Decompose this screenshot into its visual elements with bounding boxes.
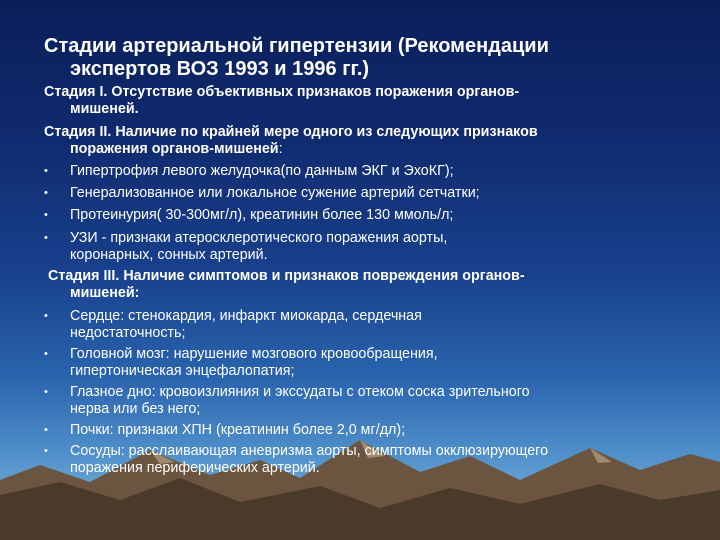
list-item-text: Протеинурия( 30-300мг/л), креатинин более 130 ммоль/л; <box>70 207 454 223</box>
bullet-icon: • <box>44 424 48 436</box>
list-item <box>44 346 684 380</box>
list-item-text-continued: гипертоническая энцефалопатия; <box>70 363 295 379</box>
stage-2-heading <box>44 124 694 158</box>
list-item-text: Глазное дно: кровоизлияния и экссудаты с отеком соска зрительного <box>70 384 530 400</box>
bullet-icon: • <box>44 386 48 398</box>
list-item <box>44 163 684 180</box>
list-item <box>44 207 684 224</box>
list-item <box>44 422 684 439</box>
list-item-text-continued: нерва или без него; <box>70 401 201 417</box>
stage-3-line-1: Стадия III. Наличие симптомов и признаков повреждения органов- <box>48 268 525 284</box>
list-item <box>44 384 684 418</box>
stage-1-line-2: мишеней. <box>70 101 139 117</box>
list-item-text-continued: поражения периферических артерий. <box>70 460 320 476</box>
bullet-icon: • <box>44 232 48 244</box>
list-item <box>44 308 684 342</box>
bullet-icon: • <box>44 445 48 457</box>
list-item-text-continued: недостаточность; <box>70 325 186 341</box>
title-line-1: Стадии артериальной гипертензии (Рекомендации <box>44 35 549 57</box>
stage-2-line-2: поражения органов-мишеней <box>70 141 279 157</box>
bullet-icon: • <box>44 165 48 177</box>
stage-3-heading <box>48 268 698 302</box>
stage-2-colon: : <box>278 141 283 157</box>
list-item-text-continued: коронарных, сонных артерий. <box>70 247 268 263</box>
list-item-text: Головной мозг: нарушение мозгового кровообращения, <box>70 346 438 362</box>
list-item <box>44 185 684 202</box>
stage-2-line-1: Стадия II. Наличие по крайней мере одного из следующих признаков <box>44 124 538 140</box>
list-item-text: Сосуды: расслаивающая аневризма аорты, симптомы окклюзирующего <box>70 443 549 459</box>
list-item <box>44 443 684 477</box>
stage-1-line-1: Стадия I. Отсутствие объективных признаков поражения органов- <box>44 84 520 100</box>
bullet-icon: • <box>44 348 48 360</box>
stage-3-line-2: мишеней: <box>70 285 140 301</box>
list-item-text: УЗИ - признаки атеросклеротического поражения аорты, <box>70 230 448 246</box>
list-item-text: Генерализованное или локальное сужение артерий сетчатки; <box>70 185 480 201</box>
slide-title <box>44 35 684 81</box>
list-item <box>44 230 684 264</box>
list-item-text: Сердце: стенокардия, инфаркт миокарда, сердечная <box>70 308 422 324</box>
title-line-2: экспертов ВОЗ 1993 и 1996 гг.) <box>70 58 370 80</box>
list-item-text: Почки: признаки ХПН (креатинин более 2,0 мг/дл); <box>70 422 406 438</box>
bullet-icon: • <box>44 187 48 199</box>
list-item-text: Гипертрофия левого желудочка(по данным ЭКГ и ЭхоКГ); <box>70 163 454 179</box>
stage-1-heading <box>44 84 694 118</box>
bullet-icon: • <box>44 310 48 322</box>
bullet-icon: • <box>44 209 48 221</box>
